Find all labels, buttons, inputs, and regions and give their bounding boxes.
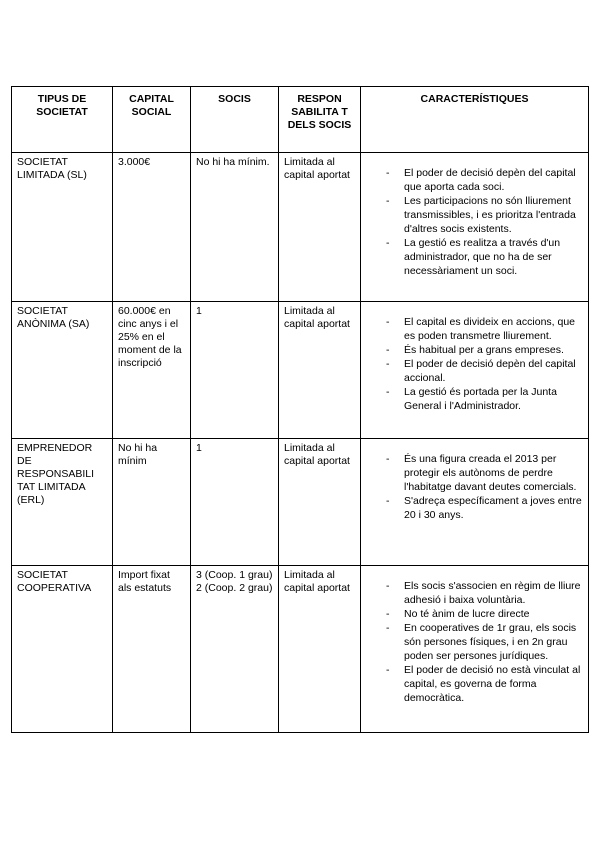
cell-responsabilitat: Limitada al capital aportat <box>279 302 361 439</box>
cell-socis: 3 (Coop. 1 grau) 2 (Coop. 2 grau) <box>191 566 279 733</box>
cell-capital: 3.000€ <box>113 153 191 302</box>
header-caracteristiques: CARACTERÍSTIQUES <box>361 87 589 153</box>
cell-tipus: SOCIETAT LIMITADA (SL) <box>12 153 113 302</box>
cell-tipus: SOCIETAT COOPERATIVA <box>12 566 113 733</box>
cell-socis: No hi ha mínim. <box>191 153 279 302</box>
table-row <box>12 153 589 302</box>
cell-responsabilitat: Limitada al capital aportat <box>279 439 361 566</box>
cell-socis: 1 <box>191 439 279 566</box>
cell-caracteristiques <box>361 153 589 302</box>
characteristics-list <box>366 452 583 522</box>
cell-caracteristiques <box>361 566 589 733</box>
cell-tipus: EMPRENEDOR DE RESPONSABILI TAT LIMITADA (ERL) <box>12 439 113 566</box>
list-item: - La gestió es realitza a través d'un administrador, que no ha de ser necessàriament un soci. <box>386 236 583 278</box>
list-item: - Els socis s'associen en règim de lliure adhesió i baixa voluntària. <box>386 579 583 607</box>
list-item: - El capital es divideix en accions, que es poden transmetre lliurement. <box>386 315 583 343</box>
cell-socis: 1 <box>191 302 279 439</box>
header-socis: SOCIS <box>191 87 279 153</box>
list-item: - En cooperatives de 1r grau, els socis són persones físiques, i en 2n grau poden ser persones jurídiques. <box>386 621 583 663</box>
list-item: - La gestió és portada per la Junta General i l'Administrador. <box>386 385 583 413</box>
cell-caracteristiques <box>361 439 589 566</box>
characteristics-list <box>366 579 583 705</box>
cell-caracteristiques <box>361 302 589 439</box>
header-row <box>12 87 589 153</box>
list-item: - El poder de decisió depèn del capital que aporta cada soci. <box>386 166 583 194</box>
cell-capital: Import fixat als estatuts <box>113 566 191 733</box>
company-types-table <box>11 86 589 733</box>
header-tipus: TIPUS DE SOCIETAT <box>12 87 113 153</box>
list-item: - És una figura creada el 2013 per protegir els autònoms de perdre l'habitatge davant deutes comercials. <box>386 452 583 494</box>
cell-capital: No hi ha mínim <box>113 439 191 566</box>
cell-capital: 60.000€ en cinc anys i el 25% en el moment de la inscripció <box>113 302 191 439</box>
cell-responsabilitat: Limitada al capital aportat <box>279 153 361 302</box>
characteristics-list <box>366 166 583 278</box>
header-responsabilitat: RESPON SABILITA T DELS SOCIS <box>279 87 361 153</box>
header-capital: CAPITAL SOCIAL <box>113 87 191 153</box>
list-item: - És habitual per a grans empreses. <box>386 343 583 357</box>
table-row <box>12 439 589 566</box>
list-item: - El poder de decisió no està vinculat al capital, es governa de forma democràtica. <box>386 663 583 705</box>
cell-responsabilitat: Limitada al capital aportat <box>279 566 361 733</box>
characteristics-list <box>366 315 583 413</box>
cell-tipus: SOCIETAT ANÒNIMA (SA) <box>12 302 113 439</box>
table-row <box>12 566 589 733</box>
list-item: - S'adreça específicament a joves entre 20 i 30 anys. <box>386 494 583 522</box>
list-item: - Les participacions no són lliurement transmissibles, i es prioritza l'entrada d'altres socis existents. <box>386 194 583 236</box>
table-row <box>12 302 589 439</box>
list-item: - El poder de decisió depèn del capital accional. <box>386 357 583 385</box>
list-item: - No té ànim de lucre directe <box>386 607 583 621</box>
